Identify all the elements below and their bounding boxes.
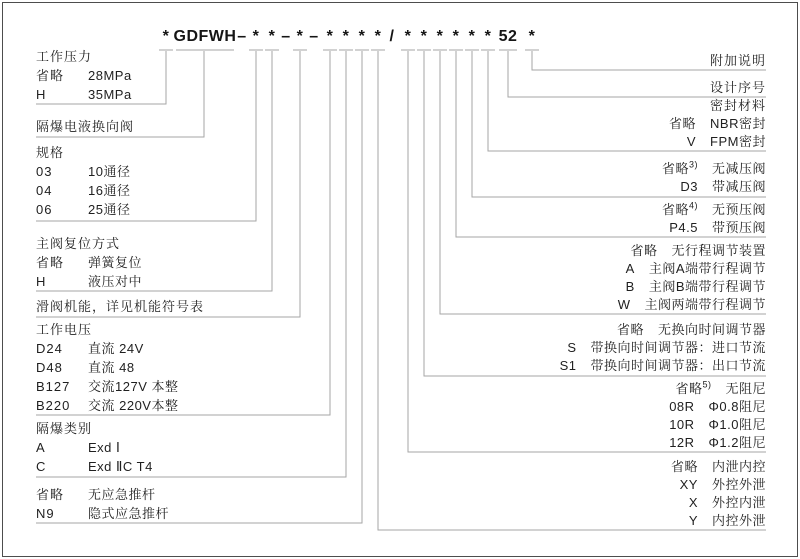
code-value: B: [625, 279, 635, 294]
code-row: [560, 357, 766, 375]
section-title: 主阀复位方式: [36, 236, 121, 251]
code-row: [618, 242, 766, 260]
code-row: [36, 358, 178, 377]
section-reducing-valve: [662, 160, 766, 196]
code-meaning: Exd ⅡC T4: [88, 459, 153, 474]
code-token-design-number: 52: [498, 28, 518, 45]
code-meaning: 隐式应急推杆: [88, 506, 170, 521]
code-row: [36, 85, 132, 104]
code-row: [560, 339, 766, 357]
code-row: [36, 200, 130, 219]
code-meaning: 10通径: [88, 164, 131, 179]
code-meaning: 无预压阀: [711, 202, 766, 217]
code-row: [671, 512, 766, 530]
code-value: A: [36, 440, 46, 455]
footnote-mark: 4): [688, 200, 698, 211]
code-row: [669, 380, 766, 398]
code-meaning: 主阀A端带行程调节: [648, 261, 766, 276]
code-meaning: 主阀B端带行程调节: [648, 279, 766, 294]
section-title: 规格: [36, 145, 65, 160]
code-meaning: 内控外泄: [711, 513, 766, 528]
code-value: Y: [688, 513, 698, 528]
code-row: [36, 66, 132, 85]
code-meaning: 主阀两端带行程调节: [644, 297, 766, 312]
code-value: N9: [36, 506, 55, 521]
code-token: *: [252, 28, 260, 45]
code-row: [36, 377, 178, 396]
code-value: 省略$^{5)}$: [675, 379, 712, 396]
code-meaning: 内泄内控: [711, 459, 766, 474]
section-title: 密封材料: [709, 98, 766, 113]
code-row: [36, 339, 178, 358]
code-meaning: 交流127V 本整: [88, 379, 179, 394]
code-row: [662, 201, 766, 219]
code-token: *: [162, 28, 170, 45]
section-working-voltage: [36, 320, 178, 415]
code-row: [669, 416, 766, 434]
code-row: [36, 438, 153, 457]
footnote-mark: 3): [688, 159, 698, 170]
section-damping: [669, 380, 766, 452]
code-value: 省略$^{4)}$: [661, 200, 698, 217]
section-title: 隔爆类别: [36, 421, 93, 436]
code-value: 省略: [630, 243, 658, 258]
code-value: 省略: [669, 116, 697, 131]
section-spool-function: [36, 297, 204, 316]
code-slash: /: [389, 28, 395, 45]
code-meaning: 无减压阀: [711, 161, 766, 176]
code-row: [662, 219, 766, 237]
section-seal-material: [669, 97, 766, 151]
code-value: 04: [36, 183, 53, 198]
code-token: *: [452, 28, 460, 45]
code-value: B127: [36, 379, 71, 394]
code-value: H: [36, 87, 47, 102]
code-row: [36, 504, 169, 523]
code-meaning: 外控内泄: [711, 495, 766, 510]
code-row: [36, 396, 178, 415]
code-value: 12R: [669, 435, 695, 450]
section-valve-name: [36, 117, 134, 136]
section-stroke-adjuster: [618, 242, 766, 314]
section-size: [36, 143, 130, 219]
code-value: B220: [36, 398, 71, 413]
code-row: [662, 178, 766, 196]
code-meaning: 无应急推杆: [88, 487, 156, 502]
code-row: [662, 160, 766, 178]
code-row: [671, 476, 766, 494]
code-token: *: [528, 28, 536, 45]
code-value: 10R: [669, 417, 695, 432]
section-emergency-rod: [36, 485, 169, 523]
code-value: 省略: [36, 255, 65, 270]
code-value: 06: [36, 202, 53, 217]
code-row: [36, 272, 142, 291]
code-value: W: [617, 297, 631, 312]
section-pilot-drain: [671, 458, 766, 530]
code-meaning: 直流 48: [88, 360, 135, 375]
code-meaning: 35MPa: [88, 87, 132, 102]
code-dash: –: [281, 28, 291, 45]
code-meaning: 无阻尼: [725, 381, 766, 396]
code-meaning: 28MPa: [88, 68, 132, 83]
code-token: *: [326, 28, 334, 45]
code-row: [669, 115, 766, 133]
code-value: D3: [680, 179, 698, 194]
code-meaning: 直流 24V: [88, 341, 144, 356]
code-meaning: Exd Ⅰ: [88, 440, 121, 455]
code-meaning: 带预压阀: [711, 220, 766, 235]
code-value: 省略: [36, 68, 65, 83]
section-switching-time-adjuster: [560, 321, 766, 375]
code-meaning: 带换向时间调节器：进口节流: [590, 340, 766, 355]
code-row: [36, 485, 169, 504]
code-meaning: 液压对中: [88, 274, 143, 289]
code-row: [618, 296, 766, 314]
code-token: *: [296, 28, 304, 45]
code-value: 省略$^{3)}$: [661, 159, 698, 176]
section-reset-mode: [36, 234, 142, 291]
section-title: 附加说明: [709, 53, 766, 68]
code-token: *: [358, 28, 366, 45]
code-token: *: [468, 28, 476, 45]
section-title: 隔爆电液换向阀: [36, 119, 135, 134]
code-meaning: Φ1.2阻尼: [708, 435, 766, 450]
code-meaning: 弹簧复位: [88, 255, 143, 270]
footnote-mark: 5): [702, 379, 712, 390]
code-row: [36, 253, 142, 272]
code-meaning: 交流 220V本整: [88, 398, 179, 413]
section-title: 滑阀机能，详见机能符号表: [36, 299, 205, 314]
code-row: [669, 133, 766, 151]
code-value: X: [688, 495, 698, 510]
code-row: [560, 321, 766, 339]
code-meaning: NBR密封: [710, 116, 766, 131]
code-token: *: [342, 28, 350, 45]
code-token: *: [268, 28, 276, 45]
code-token: *: [374, 28, 382, 45]
code-meaning: 外控外泄: [711, 477, 766, 492]
section-explosion-proof-category: [36, 419, 153, 476]
section-additional-notes: [710, 52, 766, 70]
code-meaning: 带减压阀: [711, 179, 766, 194]
code-value: C: [36, 459, 47, 474]
code-meaning: 带换向时间调节器：出口节流: [590, 358, 766, 373]
code-value: V: [686, 134, 697, 149]
code-meaning: FPM密封: [710, 134, 766, 149]
code-value: 省略: [670, 459, 698, 474]
code-value: 省略: [36, 487, 65, 502]
section-design-serial: [710, 79, 766, 97]
code-dash: –: [309, 28, 319, 45]
code-row: [36, 457, 153, 476]
code-row: [669, 434, 766, 452]
code-value: D48: [36, 360, 63, 375]
code-token: *: [420, 28, 428, 45]
code-meaning: 16通径: [88, 183, 131, 198]
code-dash: –: [237, 28, 247, 45]
code-row: [618, 260, 766, 278]
code-row: [671, 458, 766, 476]
code-meaning: 无行程调节装置: [671, 243, 766, 258]
code-value: 03: [36, 164, 53, 179]
code-value: XY: [679, 477, 698, 492]
code-value: S: [567, 340, 577, 355]
code-value: A: [625, 261, 635, 276]
code-token-series: GDFWH: [173, 28, 237, 45]
code-value: S1: [559, 358, 577, 373]
code-meaning: Φ0.8阻尼: [708, 399, 766, 414]
code-value: D24: [36, 341, 63, 356]
code-row: [618, 278, 766, 296]
code-row: [36, 162, 130, 181]
section-title: 设计序号: [709, 80, 766, 95]
section-title: 工作压力: [36, 49, 93, 64]
code-row: [671, 494, 766, 512]
code-row: [669, 398, 766, 416]
code-token: *: [404, 28, 412, 45]
code-meaning: 25通径: [88, 202, 131, 217]
section-preload-valve: [662, 201, 766, 237]
code-value: 省略: [616, 322, 644, 337]
section-title: 工作电压: [36, 322, 93, 337]
code-meaning: 无换向时间调节器: [657, 322, 766, 337]
code-value: P4.5: [669, 220, 698, 235]
code-value: 08R: [669, 399, 695, 414]
code-token: *: [436, 28, 444, 45]
code-token: *: [484, 28, 492, 45]
section-working-pressure: [36, 47, 132, 104]
code-value: H: [36, 274, 47, 289]
code-meaning: Φ1.0阻尼: [708, 417, 766, 432]
code-row: [36, 181, 130, 200]
